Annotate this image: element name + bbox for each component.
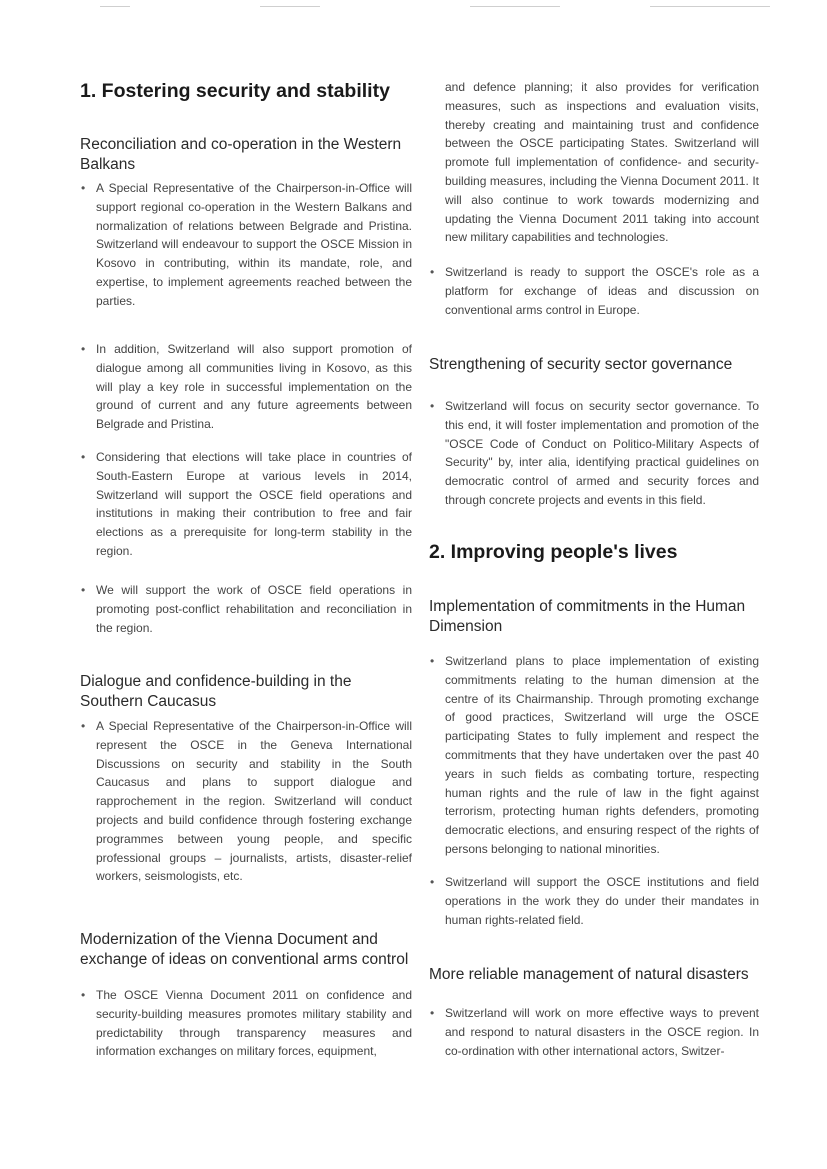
- subheading-natural-disasters: More reliable management of natural disasters: [429, 966, 749, 983]
- scan-edge-marks: [0, 0, 827, 20]
- scan-mark: [650, 6, 770, 7]
- subheading-western-balkans: Reconciliation and co-operation in the Western Balkans: [80, 136, 402, 173]
- scan-mark: [260, 6, 320, 7]
- scan-mark: [470, 6, 560, 7]
- bullet-paragraph: • Switzerland will focus on security sector governance. To this end, it will foster implementation and promotion of the "OSCE Code of Conduct on Politico-Military Aspects of Security" by, inter alia, identifying practical guidelines on democratic control of armed and security forces and through concrete projects and events in this field.: [429, 397, 759, 510]
- section-heading-security: 1. Fostering security and stability: [80, 80, 390, 102]
- bullet-paragraph: • Switzerland plans to place implementation of existing commitments relating to the human dimension at the centre of its Chairmanship. Through promoting exchange of good practices, Switzerland will urge the OSCE participating States to fully implement and respect the commitments that they have undertaken over the past 40 years in such fields as combating torture, respecting human rights and the rule of law in the fight against terrorism, protecting human rights defenders, promoting democratic elections, and ensuring respect of the rights of persons belonging to national minorities.: [429, 652, 759, 859]
- bullet-paragraph: • A Special Representative of the Chairperson-in-Office will support regional co-operation in the Western Balkans and normalization of relations between Belgrade and Pristina. Switzerland will endeavour to support the OSCE Mission in Kosovo in contributing, within its mandate, role, and expertise, to implement agreements reached between the parties.: [80, 179, 412, 311]
- bullet-paragraph: • The OSCE Vienna Document 2011 on confidence and security-building measures promotes military stability and predictability through transparency measures and information exchanges on military forces, equipment,: [80, 986, 412, 1061]
- subheading-human-dimension: Implementation of commitments in the Human Dimension: [429, 598, 746, 635]
- section-heading-peoples-lives: 2. Improving people's lives: [429, 541, 678, 563]
- scan-mark: [100, 6, 130, 7]
- bullet-paragraph: • Switzerland is ready to support the OSCE's role as a platform for exchange of ideas and discussion on conventional arms control in Europe.: [429, 263, 759, 319]
- bullet-paragraph: • Switzerland will support the OSCE institutions and field operations in the work they do under their mandates in human rights-related field.: [429, 873, 759, 929]
- subheading-southern-caucasus: Dialogue and confidence-building in the Southern Caucasus: [80, 673, 352, 710]
- bullet-paragraph: • Considering that elections will take place in countries of South-Eastern Europe at various levels in 2014, Switzerland will support the OSCE field operations and institutions in making their contribution to free and fair elections as a prerequisite for long-term stability in the region.: [80, 448, 412, 561]
- subheading-security-sector: Strengthening of security sector governance: [429, 356, 733, 373]
- bullet-paragraph: • A Special Representative of the Chairperson-in-Office will represent the OSCE in the Geneva International Discussions on security and stability in the South Caucasus and plans to support dialogue and rapprochement in the region. Switzerland will conduct projects and build confidence through fostering exchange programmes between young people, and specific professional groups – journalists, artists, disaster-relief workers, seismologists, etc.: [80, 717, 412, 886]
- subheading-vienna-document: Modernization of the Vienna Document and exchange of ideas on conventional arms control: [80, 931, 409, 968]
- bullet-paragraph: • We will support the work of OSCE field operations in promoting post-conflict rehabilitation and reconciliation in the region.: [80, 581, 412, 637]
- bullet-paragraph: • In addition, Switzerland will also support promotion of dialogue among all communities living in Kosovo, as this will play a key role in successful implementation on the ground of current and any future agreements between Belgrade and Pristina.: [80, 340, 412, 434]
- continued-paragraph: and defence planning; it also provides for verification measures, such as inspections and evaluation visits, thereby creating and maintaining trust and confidence between the OSCE participating States. Switzerland will promote full implementation of confidence- and security-building measures, including the Vienna Document 2011. It will also continue to work towards modernizing and updating the Vienna Document 2011 taking into account new military capabilities and technologies.: [445, 80, 759, 245]
- bullet-paragraph: • Switzerland will work on more effective ways to prevent and respond to natural disasters in the OSCE region. In co-ordination with other international actors, Switzer-: [429, 1004, 759, 1060]
